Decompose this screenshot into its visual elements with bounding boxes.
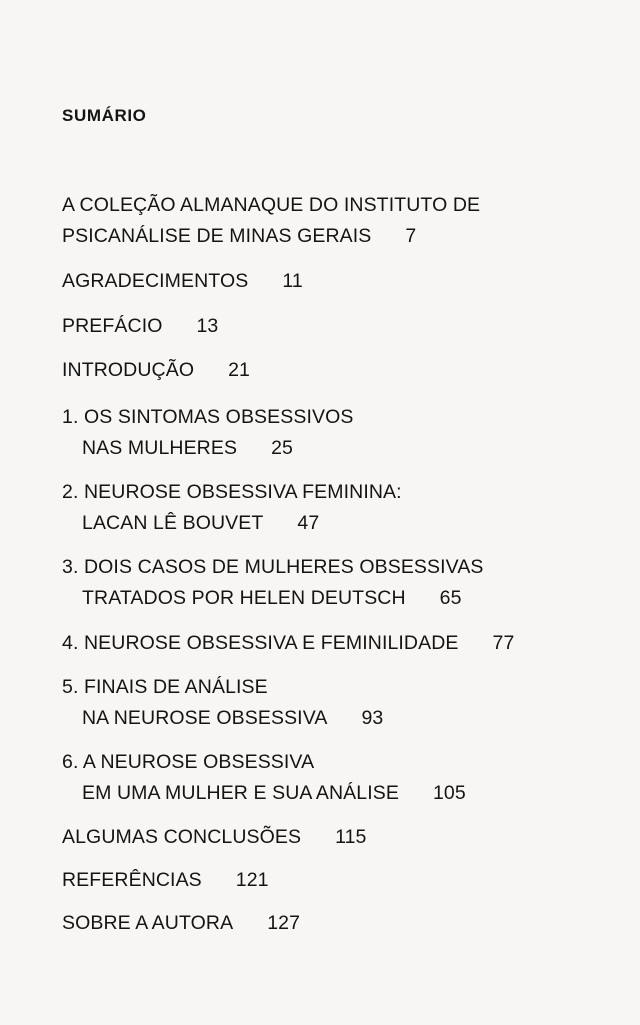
toc-entry-title: PREFÁCIO xyxy=(62,315,163,337)
toc-entry-title: REFERÊNCIAS xyxy=(62,869,202,891)
toc-page-number: 115 xyxy=(335,826,367,848)
toc-entry-title-continued: LACAN LÊ BOUVET xyxy=(82,512,264,534)
toc-page-number: 47 xyxy=(297,512,320,534)
toc-page-number: 65 xyxy=(439,587,462,609)
toc-entry-chapter-2 xyxy=(62,477,622,539)
toc-page-number: 11 xyxy=(282,270,303,292)
toc-page-number: 121 xyxy=(235,869,269,891)
toc-entry-title-continued: NAS MULHERES xyxy=(82,437,238,459)
toc-entry-title: SOBRE A AUTORA xyxy=(62,912,234,934)
table-of-contents xyxy=(62,190,622,961)
toc-entry-referencias xyxy=(62,865,622,896)
toc-entry-chapter-4 xyxy=(62,628,622,659)
toc-entry-title: ALGUMAS CONCLUSÕES xyxy=(62,826,302,848)
toc-page-number: 93 xyxy=(361,707,384,729)
toc-entry-title: 4. NEUROSE OBSESSIVA E FEMINILIDADE xyxy=(62,632,459,654)
toc-page-number: 21 xyxy=(228,359,250,381)
toc-entry-title-continued: NA NEUROSE OBSESSIVA xyxy=(82,707,328,729)
toc-page-number: 25 xyxy=(271,437,293,459)
toc-entry-introducao xyxy=(62,355,622,386)
toc-entry-title-continued: EM UMA MULHER E SUA ANÁLISE xyxy=(82,782,399,804)
toc-entry-chapter-6 xyxy=(62,747,622,809)
toc-entry-title: 6. A NEUROSE OBSESSIVA xyxy=(62,751,315,773)
toc-entry-prefacio xyxy=(62,311,622,342)
toc-heading: SUMÁRIO xyxy=(62,106,147,125)
toc-entry-title: 1. OS SINTOMAS OBSESSIVOS xyxy=(62,406,354,428)
toc-page-number: 13 xyxy=(196,315,219,337)
toc-entry-title: A COLEÇÃO ALMANAQUE DO INSTITUTO DE xyxy=(62,194,481,216)
toc-entry-title: 5. FINAIS DE ANÁLISE xyxy=(62,676,268,698)
toc-entry-sobre-autora xyxy=(62,908,622,939)
toc-entry-conclusoes xyxy=(62,822,622,853)
toc-page-number: 77 xyxy=(492,632,515,654)
toc-entry-colecao xyxy=(62,190,622,252)
toc-entry-title-continued: PSICANÁLISE DE MINAS GERAIS xyxy=(62,225,372,247)
toc-page-number: 105 xyxy=(432,782,466,804)
toc-page-number: 127 xyxy=(267,912,301,934)
toc-entry-agradecimentos xyxy=(62,266,622,297)
toc-page-number: 7 xyxy=(405,225,417,247)
toc-entry-chapter-1 xyxy=(62,402,622,464)
toc-entry-title: AGRADECIMENTOS xyxy=(62,270,249,292)
toc-entry-title: 2. NEUROSE OBSESSIVA FEMININA: xyxy=(62,481,402,503)
toc-entry-title-continued: TRATADOS POR HELEN DEUTSCH xyxy=(82,587,406,609)
toc-entry-title: 3. DOIS CASOS DE MULHERES OBSESSIVAS xyxy=(62,556,484,578)
toc-entry-chapter-5 xyxy=(62,672,622,734)
toc-entry-title: INTRODUÇÃO xyxy=(62,359,195,381)
toc-entry-chapter-3 xyxy=(62,552,622,614)
